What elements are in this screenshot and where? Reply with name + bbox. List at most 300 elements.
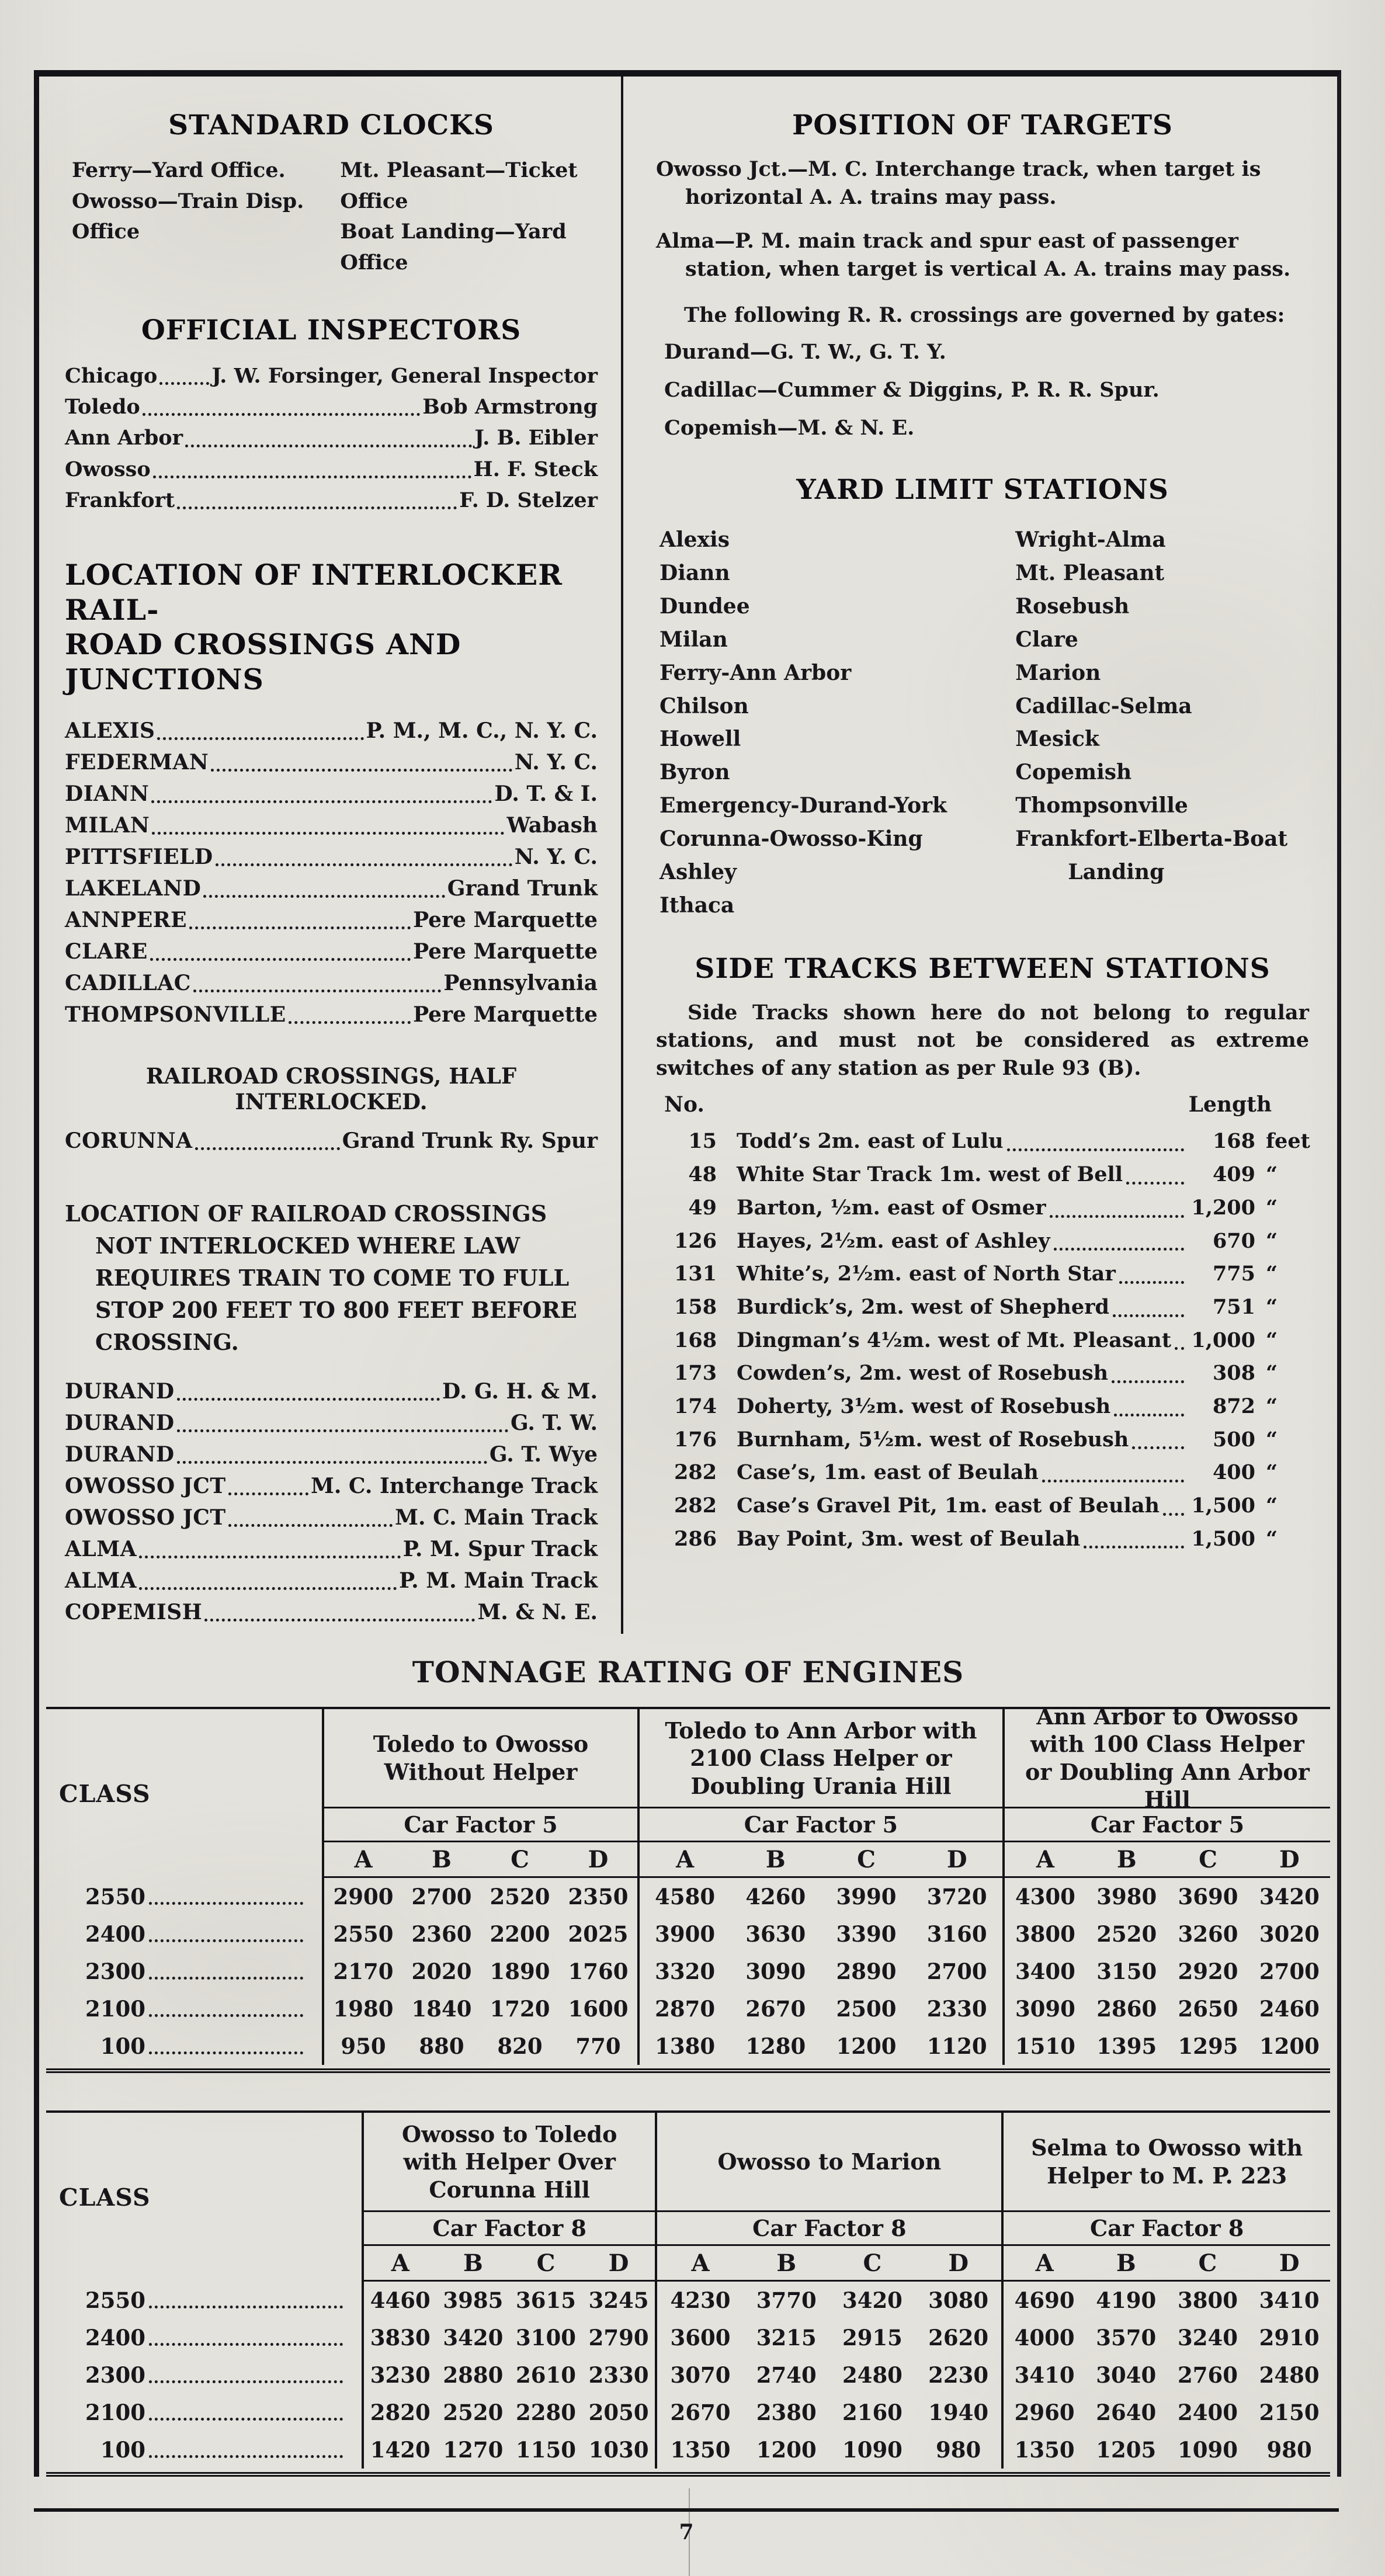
dot-leader [1163,1513,1184,1516]
yard-limit-station: Corunna-Owosso-King [659,827,923,852]
side-track-no: 282 [674,1460,717,1485]
dot-leader [193,990,442,992]
col-header-length: Length [1188,1092,1272,1117]
side-track-row [656,1258,1309,1291]
val-c: 3390 [836,1921,897,1947]
interlocker-row [65,747,598,778]
tonnage-row [640,1953,1002,1990]
dot-leader [195,1147,340,1150]
interlocker-row [65,715,598,747]
side-track-no: 158 [674,1294,717,1319]
tonnage-row [1004,2282,1330,2319]
side-track-no: 168 [674,1328,717,1352]
crossing-place: DURAND [65,1442,175,1467]
not-interlocked-row [65,1533,598,1565]
val-d: 1600 [568,1996,629,2022]
col-letter: C [863,2249,882,2277]
val-c: 3420 [842,2287,902,2314]
val-d: 3080 [928,2287,989,2314]
yard-limit-station: Ferry-Ann Arbor [659,660,852,685]
val-c: 1720 [490,1996,550,2022]
col-letter: B [432,1845,452,1873]
val-b: 2640 [1096,2400,1157,2426]
val-b: 3040 [1096,2362,1157,2388]
dot-leader [289,1021,411,1024]
col-letter: C [511,1845,529,1873]
yard-limit-station: Byron [659,760,730,785]
side-track-desc: Bay Point, 3m. west of Beulah [737,1526,1081,1551]
tonnage-rows [657,2282,1001,2469]
inspector-name: Bob Armstrong [422,395,598,419]
interlocker-title-line2: ROAD CROSSINGS AND JUNCTIONS [65,627,461,697]
val-b: 1270 [443,2437,504,2463]
not-interlocked-row [65,1596,598,1628]
val-c: 3800 [1177,2287,1238,2314]
tonnage-group-title: Selma to Owosso with Helper to M. P. 223 [1004,2113,1330,2212]
crossing-place: LAKELAND [65,876,202,901]
yard-limit-station: Alexis [659,527,730,553]
col-letter: B [1116,2249,1136,2277]
tonnage-section [39,1655,1337,2477]
side-track-no: 48 [688,1162,717,1187]
side-track-length: 308 [1212,1361,1255,1386]
val-b: 2860 [1096,1996,1157,2022]
col-letter: D [948,2249,969,2277]
val-b: 4190 [1096,2287,1157,2314]
side-track-desc: Doherty, 3½m. west of Rosebush [737,1394,1111,1418]
dot-leader [1050,1215,1184,1218]
interlocker-row [65,810,598,841]
dot-leader [177,506,457,509]
crossing-road: Grand Trunk Ry. Spur [342,1129,598,1153]
dot-leader [149,1939,303,1942]
car-factor-label: Car Factor 5 [1005,1808,1330,1842]
crossing-road: G. T. Wye [489,1442,598,1467]
class-row [57,2028,304,2065]
crossing-road: M. & N. E. [477,1600,598,1625]
val-a: 1420 [370,2437,431,2463]
official-inspectors-title: OFFICIAL INSPECTORS [141,314,522,346]
side-track-desc: Cowden’s, 2m. west of Rosebush [737,1361,1109,1386]
dot-leader [157,737,363,740]
dot-leader [153,475,471,478]
side-track-length: 1,000 [1191,1328,1255,1352]
val-c: 2760 [1177,2362,1238,2388]
dot-leader [204,1619,475,1622]
side-track-length: 775 [1212,1262,1255,1286]
gate-entry: Cadillac—Cummer & Diggins, P. R. R. Spur. [664,378,1160,402]
abcd-headers [324,1842,637,1878]
yard-limit-station: Wright-Alma [1015,527,1166,553]
val-d: 2350 [568,1884,629,1910]
interlocker-row [65,999,598,1030]
val-a: 3320 [655,1959,716,1985]
class-row [57,1990,304,2028]
crossing-road: D. G. H. & M. [442,1379,598,1404]
tonnage-rows [364,2282,655,2469]
val-a: 2670 [670,2400,731,2426]
val-b: 3090 [745,1959,806,1985]
class-rows [57,1878,304,2065]
dot-leader [1042,1480,1184,1483]
val-d: 2025 [568,1921,629,1947]
crossing-road: P. M. Spur Track [402,1537,598,1562]
val-a: 2960 [1014,2400,1075,2426]
clock-col-right [340,155,598,278]
class-value: 2100 [85,2400,145,2426]
yard-limit-station: Frankfort-Elberta-Boat Landing [1015,827,1288,884]
side-track-length: 751 [1212,1294,1255,1319]
dot-leader [149,2380,343,2383]
yard-limit-col1 [659,523,1006,922]
side-track-unit: “ [1266,1162,1278,1187]
not-interlocked-row [65,1439,598,1470]
class-rows [57,2282,344,2469]
interlocker-list [65,715,598,1030]
side-track-no: 174 [674,1394,717,1418]
side-track-row [656,1456,1309,1490]
class-value: 100 [100,2437,145,2463]
not-interlocked-row [65,1565,598,1596]
crossing-road: N. Y. C. [514,845,598,869]
side-track-no: 131 [674,1262,717,1286]
val-a: 1380 [655,2033,716,2060]
side-track-length: 670 [1212,1228,1255,1253]
yard-limit-station: Chilson [659,693,749,718]
dot-leader [151,800,492,803]
side-track-desc: White Star Track 1m. west of Bell [737,1162,1123,1187]
interlocker-title [65,558,598,697]
yard-limit-station: Emergency-Durand-York [659,793,947,818]
crossing-place: DURAND [65,1411,175,1436]
crossing-road: Wabash [506,813,598,838]
yard-limit-station: Thompsonville [1015,793,1188,818]
dot-leader [150,958,411,961]
car-factor-label: Car Factor 8 [1004,2212,1330,2246]
gate-entry: Durand—G. T. W., G. T. Y. [664,340,946,364]
val-b: 2520 [443,2400,504,2426]
val-c: 1890 [490,1959,550,1985]
val-b: 2670 [745,1996,806,2022]
val-b: 3630 [745,1921,806,1947]
val-c: 2160 [842,2400,902,2426]
inspector-name: J. W. Forsinger, General Inspector [211,364,598,388]
dot-leader [149,2014,303,2017]
val-b: 1840 [411,1996,472,2022]
dot-leader [177,1461,487,1464]
inspector-name: H. F. Steck [473,457,598,481]
crossing-road: P. M., M. C., N. Y. C. [366,718,598,743]
val-c: 3690 [1178,1884,1238,1910]
val-b: 1395 [1096,2033,1157,2060]
tonnage-group-toledo-owosso [322,1709,637,2065]
col-letter: D [588,1845,609,1873]
dot-leader [177,1429,508,1432]
val-b: 3770 [756,2287,817,2314]
interlocker-row [65,778,598,810]
crossing-road: Pere Marquette [413,1002,598,1027]
interlocker-row [65,873,598,904]
side-tracks-table [656,1125,1309,1556]
tonnage-group-owosso-toledo [362,2113,655,2469]
half-interlocked-title: RAILROAD CROSSINGS, HALF INTERLOCKED. [145,1063,517,1115]
col-letter: A [691,2249,710,2277]
side-track-row [656,1225,1309,1258]
val-a: 2550 [333,1921,394,1947]
val-b: 2380 [756,2400,817,2426]
col-letter: B [776,2249,797,2277]
dot-leader [1132,1446,1184,1449]
val-d: 2230 [928,2362,989,2388]
class-value: 2400 [85,2325,145,2351]
val-c: 3100 [516,2325,576,2351]
crossing-place: ANNPERE [65,908,188,932]
dot-leader [1175,1347,1184,1350]
gates-intro: The following R. R. crossings are governed by gates: [684,303,1285,328]
side-track-unit: “ [1266,1262,1278,1286]
side-track-desc: Dingman’s 4½m. west of Mt. Pleasant [737,1328,1171,1352]
yard-limit-station: Mesick [1015,727,1099,752]
crossing-road: Grand Trunk [447,876,598,901]
val-d: 2330 [926,1996,987,2022]
dot-leader [149,2343,343,2346]
standard-clocks-list [65,155,598,278]
side-track-length: 1,500 [1191,1526,1255,1551]
side-track-row [656,1158,1309,1192]
tonnage-row [1004,2394,1330,2431]
val-a: 3400 [1015,1959,1075,1985]
val-d: 1030 [588,2437,649,2463]
inspector-row [65,360,598,391]
tonnage-group-annarbor-owosso [1002,1703,1330,2065]
half-interlocked-row [65,1125,598,1157]
tonnage-row [1005,2028,1330,2065]
abcd-headers [1004,2246,1330,2282]
val-c: 2200 [490,1921,550,1947]
side-track-unit: “ [1266,1294,1278,1319]
tonnage-row [324,1990,637,2028]
inspector-row [65,422,598,453]
dot-leader [149,2051,303,2054]
val-b: 3215 [756,2325,817,2351]
side-track-row [656,1357,1309,1390]
inspector-row [65,454,598,485]
yard-limit-station: Marion [1015,660,1101,685]
side-track-unit: “ [1266,1361,1278,1386]
val-a: 4580 [655,1884,716,1910]
side-tracks-header [656,1092,1309,1117]
side-track-row [656,1125,1309,1158]
col-letter: D [1279,1845,1300,1873]
class-row [57,2431,344,2469]
dot-leader [211,769,512,772]
tonnage-row [657,2319,1001,2356]
dot-leader [228,1492,308,1495]
side-track-length: 872 [1212,1394,1255,1418]
interlocker-row [65,967,598,999]
yard-limit-lists [656,520,1309,922]
tonnage-row [657,2431,1001,2469]
not-interlocked-row [65,1376,598,1407]
class-row [57,2356,344,2394]
val-a: 3090 [1015,1996,1075,2022]
inspector-place: Chicago [65,364,158,388]
yard-limit-station: Ashley [659,859,737,884]
val-d: 2700 [926,1959,987,1985]
yard-limit-title: YARD LIMIT STATIONS [796,474,1169,506]
val-d: 2480 [1259,2362,1320,2388]
class-row [57,2282,344,2319]
val-d: 2910 [1259,2325,1320,2351]
crossing-place: CLARE [65,939,148,964]
val-b: 3150 [1096,1959,1157,1985]
val-a: 4460 [370,2287,431,2314]
val-a: 950 [341,2033,386,2060]
crossing-place: THOMPSONVILLE [65,1002,286,1027]
val-c: 2915 [842,2325,902,2351]
val-c: 3615 [516,2287,576,2314]
gates-list [656,340,1309,440]
tonnage-row [1004,2431,1330,2469]
val-a: 1510 [1015,2033,1075,2060]
tonnage-row [364,2394,655,2431]
dot-leader [1112,1380,1184,1383]
side-tracks-title: SIDE TRACKS BETWEEN STATIONS [695,952,1271,985]
interlocker-row [65,936,598,967]
dot-leader [1084,1546,1184,1549]
col-letter: A [391,2249,409,2277]
crossing-place: DIANN [65,782,150,806]
val-c: 3260 [1178,1921,1238,1947]
clock-entry: Owosso—Train Disp. Office [72,189,304,244]
val-d: 3020 [1259,1921,1320,1947]
val-d: 1940 [928,2400,989,2426]
tonnage-row [1005,1990,1330,2028]
not-interlocked-list [65,1376,598,1628]
col-letter: A [676,1845,695,1873]
crossing-road: N. Y. C. [514,750,598,775]
val-d: 2150 [1259,2400,1320,2426]
val-d: 1760 [568,1959,629,1985]
val-c: 2650 [1178,1996,1238,2022]
val-a: 1980 [333,1996,394,2022]
tonnage-group-title: Toledo to Owosso Without Helper [324,1709,637,1808]
side-track-unit: “ [1266,1526,1278,1551]
interlocker-row [65,841,598,873]
center-fold-crease [689,2488,690,2576]
val-c: 820 [497,2033,543,2060]
not-interlocked-row [65,1502,598,1533]
side-track-desc: Case’s Gravel Pit, 1m. east of Beulah [737,1494,1160,1518]
val-a: 4690 [1014,2287,1075,2314]
side-track-unit: “ [1266,1328,1278,1352]
crossing-place: COPEMISH [65,1600,203,1625]
val-d: 3410 [1259,2287,1320,2314]
side-track-desc: Hayes, 2½m. east of Ashley [737,1228,1050,1253]
tonnage-rows [324,1878,637,2065]
val-c: 2890 [836,1959,897,1985]
side-track-row [656,1192,1309,1225]
col-letter: A [354,1845,373,1873]
val-c: 2480 [842,2362,902,2388]
val-b: 1280 [745,2033,806,2060]
position-of-targets-title: POSITION OF TARGETS [792,109,1173,141]
abcd-headers [640,1842,1002,1878]
val-d: 3720 [926,1884,987,1910]
inspector-row [65,485,598,516]
car-factor-label: Car Factor 8 [657,2212,1001,2246]
col-letter: D [608,2249,629,2277]
col-letter: B [463,2249,483,2277]
side-track-unit: “ [1266,1427,1278,1452]
tonnage-row [640,1915,1002,1953]
inspector-row [65,391,598,422]
tonnage-row [657,2282,1001,2319]
crossing-road: Pere Marquette [413,939,598,964]
val-c: 1150 [516,2437,576,2463]
tonnage-row [324,1915,637,1953]
crossing-place: PITTSFIELD [65,845,213,869]
val-a: 3070 [670,2362,731,2388]
tonnage-group-toledo-annarbor [637,1709,1002,2065]
val-d: 2700 [1259,1959,1320,1985]
val-a: 3900 [655,1921,716,1947]
side-track-row [656,1390,1309,1424]
val-c: 2280 [516,2400,576,2426]
val-c: 3990 [836,1884,897,1910]
dot-leader [149,2306,343,2308]
class-value: 100 [100,2033,145,2060]
class-value: 2550 [85,2287,145,2314]
dot-leader [185,445,472,447]
val-c: 2920 [1178,1959,1238,1985]
tonnage-row [324,2028,637,2065]
val-b: 1205 [1096,2437,1157,2463]
yard-limit-station: Dundee [659,593,750,619]
col-letter: C [536,2249,556,2277]
inspector-place: Frankfort [65,488,175,512]
crossing-road: M. C. Main Track [395,1505,598,1530]
val-d: 2330 [588,2362,649,2388]
tonnage-row [1005,1878,1330,1915]
class-row [57,2394,344,2431]
yard-limit-station: Rosebush [1015,593,1130,619]
standard-clocks-title: STANDARD CLOCKS [168,109,494,141]
page-sheet [34,70,1341,2576]
inspector-place: Ann Arbor [65,426,183,450]
tonnage-row [364,2431,655,2469]
tonnage-group-title: Owosso to Marion [657,2113,1001,2212]
tonnage-row [364,2356,655,2394]
side-track-length: 1,200 [1191,1195,1255,1220]
crossing-road: D. T. & I. [494,782,598,806]
class-column [46,2113,362,2469]
val-b: 3420 [443,2325,504,2351]
dot-leader [1054,1248,1184,1251]
class-row [57,1953,304,1990]
col-letter: D [1279,2249,1300,2277]
val-b: 2880 [443,2362,504,2388]
crossing-road: Pere Marquette [413,908,598,932]
dot-leader [1119,1281,1184,1284]
clock-entry: Ferry—Yard Office. [72,158,286,182]
class-label: CLASS [59,2183,151,2212]
crossing-place: ALMA [65,1568,137,1593]
tonnage-group-owosso-marion [655,2113,1001,2469]
tonnage-group-title: Owosso to Toledo with Helper Over Corunna Hill [364,2113,655,2212]
val-b: 2520 [1096,1921,1157,1947]
dot-leader [1113,1314,1184,1317]
